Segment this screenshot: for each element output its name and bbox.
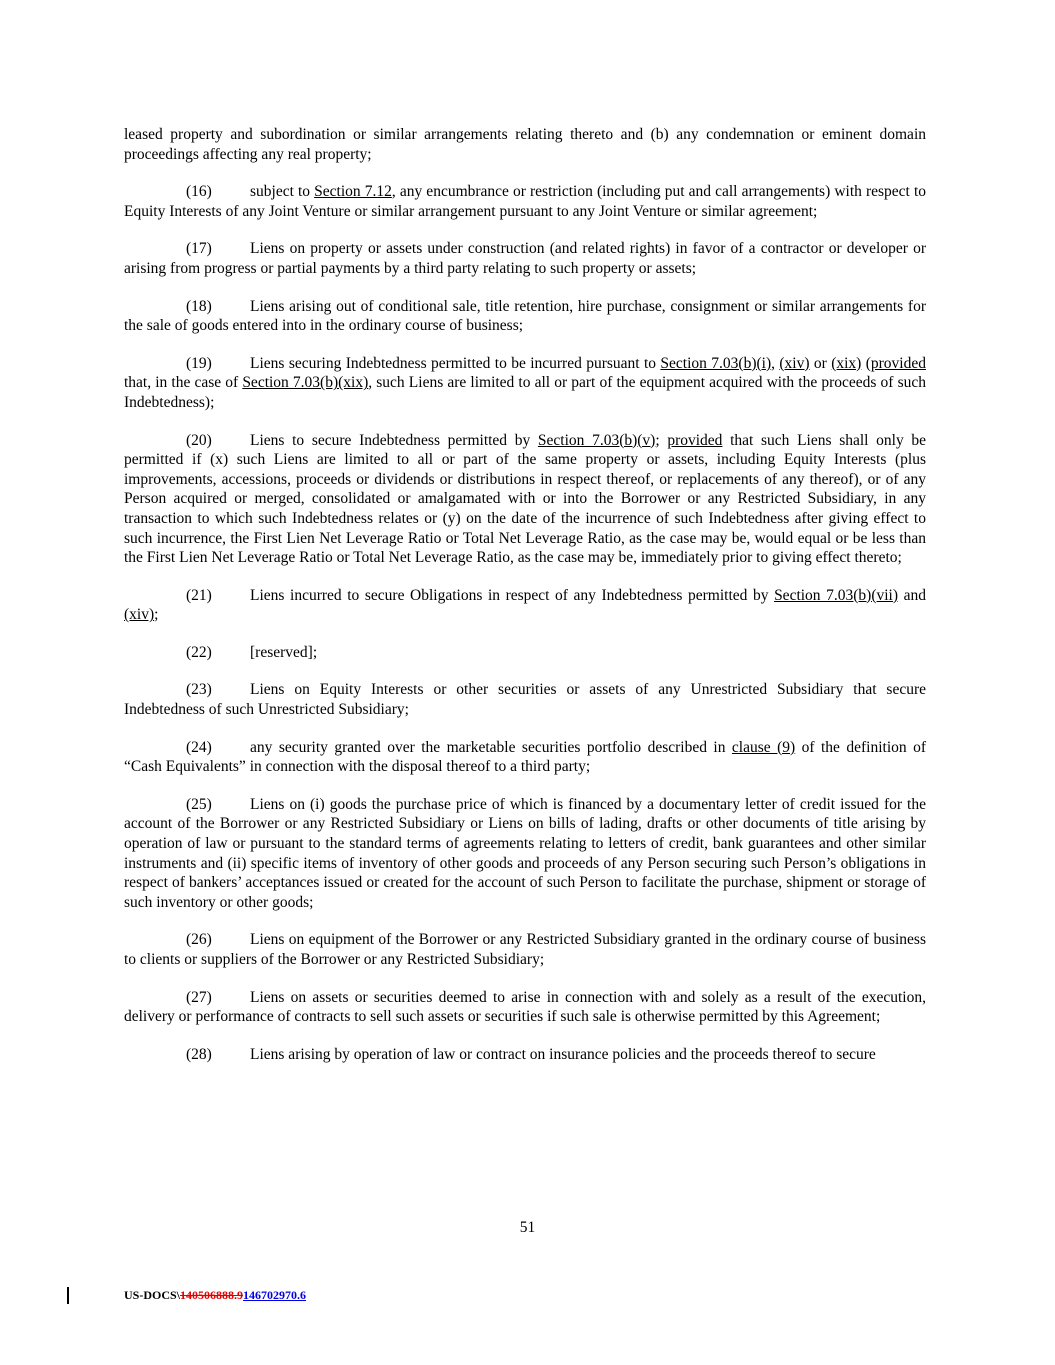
clause-18: (18) Liens arising out of conditional sale, title retention, hire purchase, consignment or similar arrangements for the sale of goods entered into in the ordinary course of business;	[124, 297, 926, 335]
page-number: 51	[519, 1219, 536, 1236]
cross-reference: (xiv)	[124, 606, 155, 624]
proviso: provided	[667, 431, 723, 449]
clause-27: (27) Liens on assets or securities deemed to arise in connection with and solely as a result of the execution, delivery or performance of contracts to sell such assets or securities if such sale is otherwise permitted by this Agreement;	[124, 988, 926, 1026]
clause-number: (16)	[186, 183, 212, 201]
clause-26: (26) Liens on equipment of the Borrower or any Restricted Subsidiary granted in the ordinary course of business to clients or suppliers of the Borrower or any Restricted Subsidiary;	[124, 931, 926, 968]
clause-number: (26)	[186, 931, 212, 949]
cross-reference: clause (9)	[731, 738, 796, 756]
proviso: provided	[870, 354, 926, 372]
cross-reference: Section 7.03(b)(v)	[537, 431, 656, 449]
clause-number: (27)	[186, 988, 212, 1006]
clause-23: (23) Liens on Equity Interests or other securities or assets of any Unrestricted Subsidiary that secure Indebtedness of such Unrestricted Subsidiary;	[124, 681, 926, 719]
cross-reference: Section 7.03(b)(xix)	[242, 374, 369, 392]
inserted-doc-id: 146702970.6	[243, 1288, 307, 1302]
cross-reference: (xiv)	[779, 354, 810, 372]
clause-number: (20)	[186, 431, 212, 449]
clause-17: (17) Liens on property or assets under construction (and related rights) in favor of a contractor or developer or arising from progress or partial payments by a third party relating to such property or assets;	[124, 240, 926, 277]
document-id-footer: US-DOCS\140506888.9146702970.6	[124, 1288, 307, 1302]
clause-number: (25)	[186, 795, 212, 813]
cross-reference: Section 7.12	[314, 183, 392, 201]
clause-number: (22)	[186, 643, 212, 661]
deleted-doc-id: 140506888.9	[180, 1288, 244, 1302]
document-body	[124, 125, 926, 1082]
cross-reference: Section 7.03(b)(i)	[660, 354, 772, 372]
clause-19: (19) Liens securing Indebtedness permitted to be incurred pursuant to Section 7.03(b)(i), (xiv) or (xix) (provided that, in the case of Section 7.03(b)(xix), such Liens are limited to all or part of the equipment acquired with the proceeds of such Indebtedness);	[124, 354, 926, 411]
clause-number: (19)	[186, 354, 212, 372]
clause-number: (17)	[186, 240, 212, 258]
clause-28: (28) Liens arising by operation of law or contract on insurance policies and the proceeds thereof to secure	[124, 1045, 926, 1065]
clause-number: (18)	[186, 297, 212, 315]
clause-number: (23)	[186, 681, 212, 699]
cross-reference: Section 7.03(b)(vii)	[774, 586, 899, 604]
clause-16: (16) subject to Section 7.12, any encumbrance or restriction (including put and call arrangements) with respect to Equity Interests of any Joint Venture or similar arrangement pursuant to any Joint Venture or similar agreement;	[124, 183, 927, 220]
clause-number: (24)	[186, 738, 212, 756]
clause-21: (21) Liens incurred to secure Obligations in respect of any Indebtedness permitted by Section 7.03(b)(vii) and (xiv);	[124, 586, 926, 624]
clause-20: (20) Liens to secure Indebtedness permitted by Section 7.03(b)(v); provided that such Liens shall only be permitted if (x) such Liens are limited to all or part of the same property or assets, including Equity Interests (plus improvements, accessions, proceeds or dividends or distributions in respect thereof, or replacements of any thereof), or of any Person acquired or merged, consolidated or amalgamated with or into the Borrower or any Restricted Subsidiary, in any transaction to which such Indebtedness relates or (y) on the date of the incurrence of such Indebtedness after giving effect to such incurrence, the First Lien Net Leverage Ratio or Total Net Leverage Ratio, as the case may be, would equal or be less than the First Lien Net Leverage Ratio or Total Net Leverage Ratio, as the case may be, immediately prior to giving effect thereto;	[124, 431, 926, 567]
clause-number: (21)	[186, 586, 212, 604]
change-bar	[67, 1287, 69, 1304]
clause-25: (25) Liens on (i) goods the purchase price of which is financed by a documentary letter of credit issued for the account of the Borrower or any Restricted Subsidiary or Liens on bills of lading, drafts or other documents of title arising by operation of law or pursuant to the standard terms of agreements relating to letters of credit, bank guarantees and other similar instruments and (ii) specific items of inventory of other goods and proceeds of any Person securing such Person’s obligations in respect of bankers’ acceptances issued or created for the account of such Person to facilitate the purchase, shipment or storage of such inventory or other goods;	[124, 795, 926, 911]
cross-reference: (xix)	[831, 354, 862, 372]
clause-number: (28)	[186, 1045, 212, 1063]
clause-24: (24) any security granted over the marketable securities portfolio described in clause (9) of the definition of “Cash Equivalents” in connection with the disposal thereof to a third party;	[124, 738, 926, 776]
clause-22: (22) [reserved];	[124, 643, 926, 663]
paragraph-continuation: leased property and subordination or similar arrangements relating thereto and (b) any condemnation or eminent domain proceedings affecting any real property;	[124, 126, 926, 163]
